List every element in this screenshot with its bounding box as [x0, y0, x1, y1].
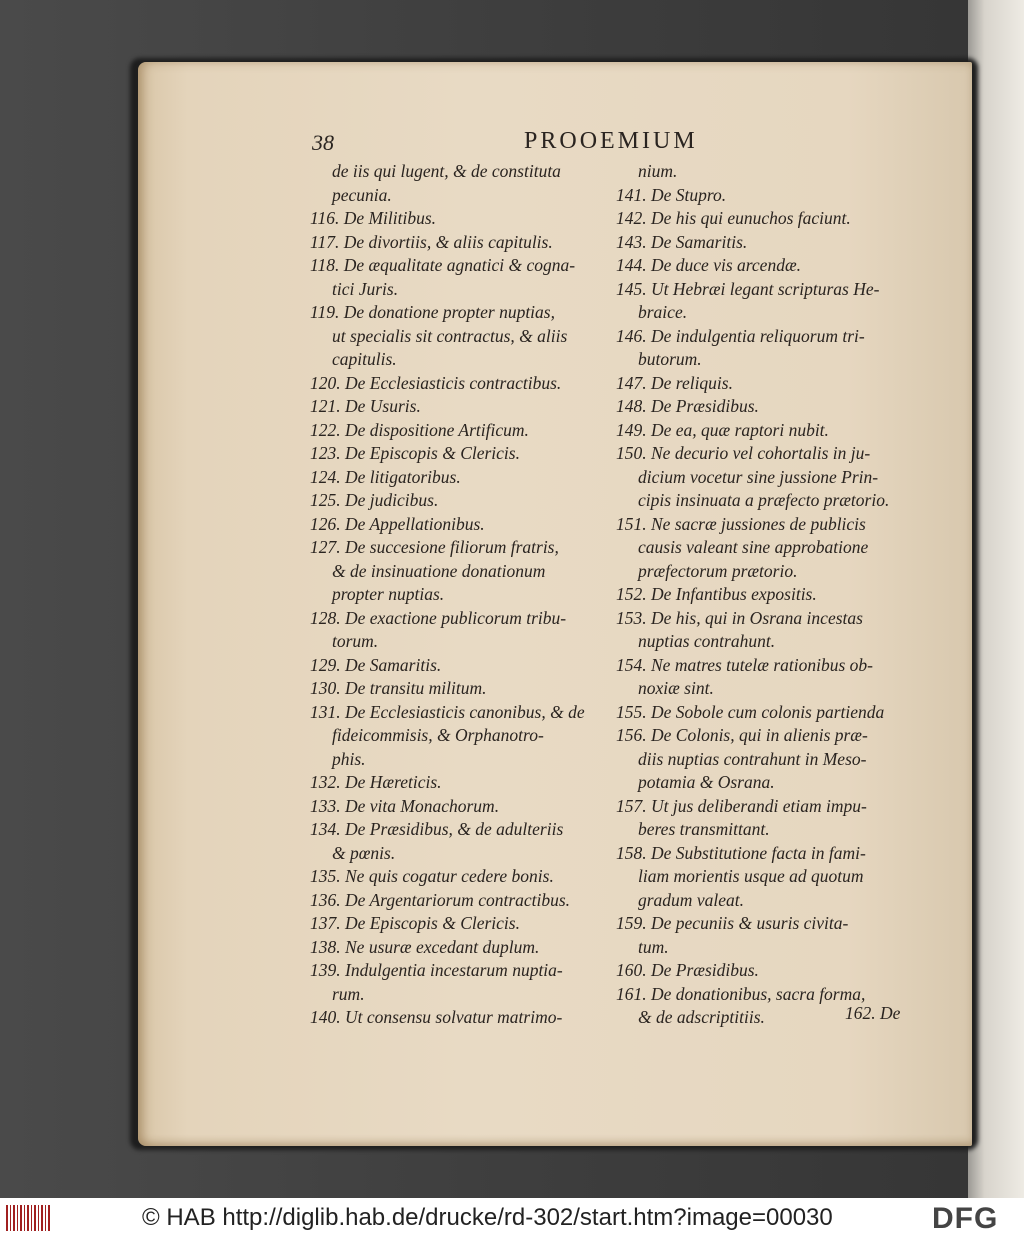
catchword: 162. De: [845, 1003, 901, 1023]
index-line: 156. De Colonis, qui in alienis præ-: [616, 725, 868, 745]
index-line: diis nuptias contrahunt in Meso-: [638, 748, 867, 769]
footer-credit[interactable]: © HAB http://diglib.hab.de/drucke/rd-302/start.htm?image=00030: [142, 1204, 833, 1231]
index-line: 144. De duce vis arcendæ.: [616, 255, 801, 275]
index-line: 132. De Hæreticis.: [310, 772, 442, 792]
index-line: braice.: [638, 302, 688, 322]
index-line: pecunia.: [332, 184, 392, 205]
index-line: 135. Ne quis cogatur cedere bonis.: [310, 866, 554, 886]
index-line: 142. De his qui eunuchos faciunt.: [616, 208, 851, 228]
index-line: gradum valeat.: [638, 889, 744, 910]
index-line: 131. De Ecclesiasticis canonibus, & de: [310, 701, 585, 722]
index-line: 141. De Stupro.: [616, 184, 727, 205]
page-header: [300, 128, 900, 158]
index-line: causis valeant sine approbatione: [638, 537, 869, 557]
index-line: 157. Ut jus deliberandi etiam impu-: [616, 795, 867, 816]
index-line: 129. De Samaritis.: [310, 654, 442, 675]
index-line: beres transmittant.: [638, 819, 770, 839]
index-line: 134. De Præsidibus, & de adulteriis: [310, 819, 564, 839]
index-line: 147. De reliquis.: [616, 372, 733, 393]
index-line: 154. Ne matres tutelæ rationibus ob-: [616, 654, 873, 675]
index-line: ut specialis sit contractus, & aliis: [332, 325, 568, 346]
index-line: 124. De litigatoribus.: [310, 466, 461, 487]
index-line: tum.: [638, 936, 669, 957]
running-head: PROOEMIUM: [524, 128, 698, 154]
index-line: 118. De æqualitate agnatici & cogna-: [310, 255, 576, 275]
index-line: 159. De pecuniis & usuris civita-: [616, 913, 849, 933]
index-line: potamia & Osrana.: [638, 772, 775, 792]
index-line: 125. De judicibus.: [310, 490, 439, 510]
index-line: 136. De Argentariorum contractibus.: [310, 889, 571, 910]
index-line: rum.: [332, 983, 365, 1004]
index-line: noxiæ sint.: [638, 678, 714, 698]
index-line: de iis qui lugent, & de constituta: [332, 161, 561, 181]
index-line: 155. De Sobole cum colonis partienda: [616, 701, 885, 722]
index-line: 150. Ne decurio vel cohortalis in ju-: [616, 443, 871, 463]
hab-barcode-icon: [6, 1205, 50, 1231]
index-line: nium.: [638, 161, 678, 181]
index-line: & pœnis.: [332, 842, 396, 863]
index-line: 143. De Samaritis.: [616, 231, 748, 252]
index-line: propter nuptias.: [332, 584, 445, 604]
index-line: butorum.: [638, 349, 702, 369]
index-line: 122. De dispositione Artificum.: [310, 419, 529, 440]
index-line: phis.: [332, 748, 366, 769]
page-number: 38: [312, 130, 334, 155]
index-line: tici Juris.: [332, 278, 399, 299]
index-line: 139. Indulgentia incestarum nuptia-: [310, 960, 563, 980]
index-line: 149. De ea, quæ raptori nubit.: [616, 419, 829, 440]
index-line: 117. De divortiis, & aliis capitulis.: [310, 231, 553, 252]
index-line: 153. De his, qui in Osrana incestas: [616, 607, 863, 628]
index-line: 123. De Episcopis & Clericis.: [310, 443, 520, 463]
index-line: 128. De exactione publicorum tribu-: [310, 607, 567, 628]
index-line: 133. De vita Monachorum.: [310, 795, 500, 816]
index-line: liam morientis usque ad quotum: [638, 866, 864, 886]
index-line: 127. De succesione filiorum fratris,: [310, 537, 559, 557]
index-line: præfectorum prætorio.: [638, 560, 798, 581]
index-line: capitulis.: [332, 349, 397, 369]
index-line: 120. De Ecclesiasticis contractibus.: [310, 372, 562, 393]
index-line: 119. De donatione propter nuptias,: [310, 302, 555, 322]
dfg-logo: DFG: [932, 1202, 999, 1235]
index-line: 161. De donationibus, sacra forma,: [616, 983, 866, 1004]
index-line: cipis insinuata a præfecto prætorio.: [638, 490, 890, 510]
index-line: 121. De Usuris.: [310, 396, 421, 416]
footer-bar: [0, 1198, 1024, 1238]
index-line: 145. Ut Hebræi legant scripturas He-: [616, 278, 880, 299]
index-line: 146. De indulgentia reliquorum tri-: [616, 325, 865, 346]
index-line: 116. De Militibus.: [310, 208, 437, 228]
index-line: 160. De Præsidibus.: [616, 960, 759, 980]
index-line: 130. De transitu militum.: [310, 678, 487, 698]
index-line: & de insinuatione donationum: [332, 560, 546, 581]
index-line: nuptias contrahunt.: [638, 631, 776, 651]
index-line: 148. De Præsidibus.: [616, 396, 759, 416]
index-line: 151. Ne sacræ jussiones de publicis: [616, 513, 866, 534]
index-line: 158. De Substitutione facta in fami-: [616, 842, 866, 863]
index-line: 138. Ne usuræ excedant duplum.: [310, 936, 540, 957]
index-line: torum.: [332, 631, 379, 651]
index-line: & de adscriptitiis.: [638, 1007, 765, 1027]
index-line: fideicommisis, & Orphanotro-: [332, 725, 544, 745]
index-line: 140. Ut consensu solvatur matrimo-: [310, 1007, 563, 1027]
index-line: dicium vocetur sine jussione Prin-: [638, 466, 879, 487]
index-line: 137. De Episcopis & Clericis.: [310, 913, 520, 933]
index-line: 152. De Infantibus expositis.: [616, 584, 817, 604]
index-line: 126. De Appellationibus.: [310, 513, 485, 534]
